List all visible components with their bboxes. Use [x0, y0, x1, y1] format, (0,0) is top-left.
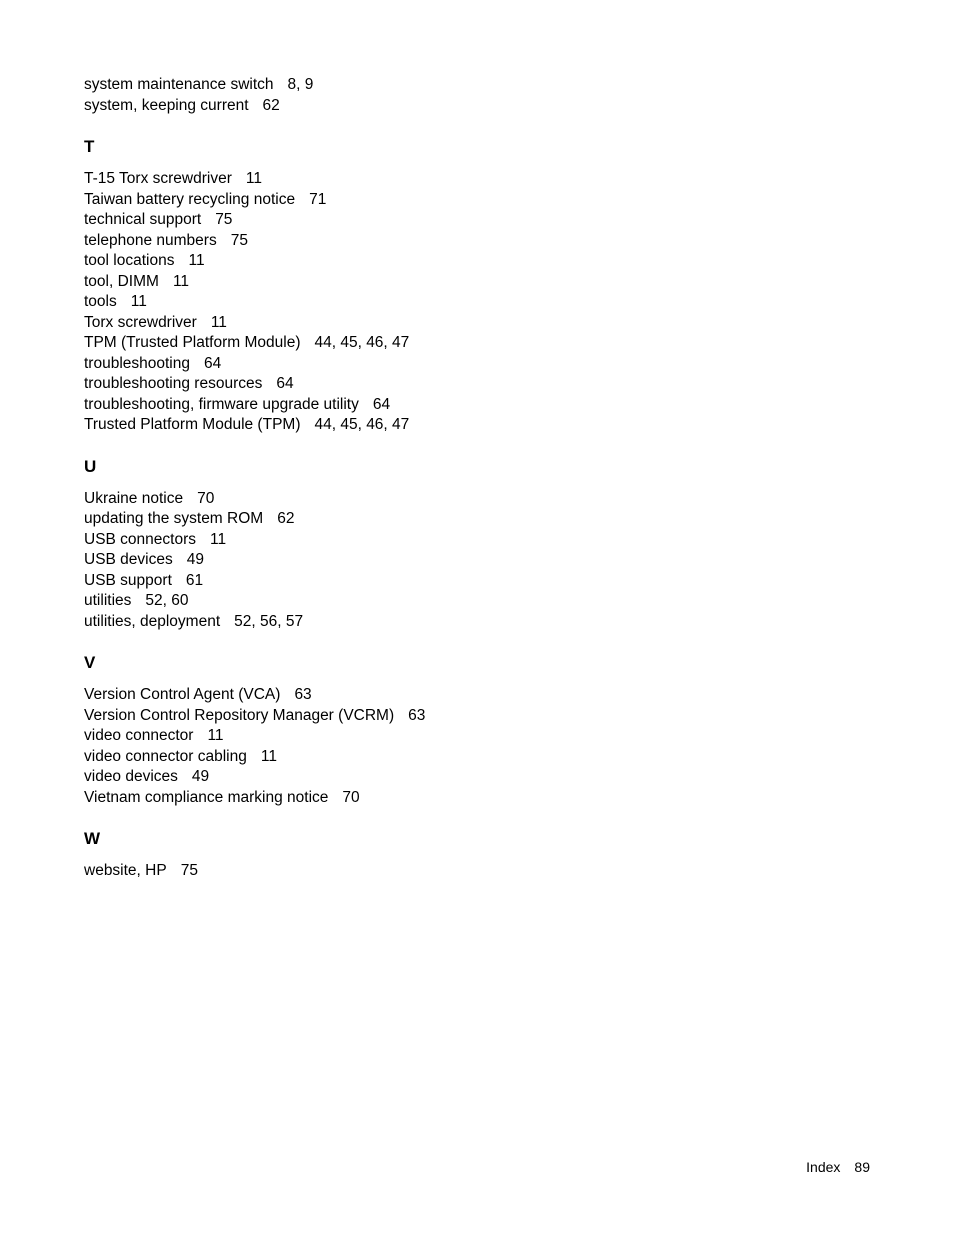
index-term: Taiwan battery recycling notice	[84, 190, 296, 208]
index-entry	[84, 747, 644, 768]
index-entry	[84, 75, 644, 96]
index-entry	[84, 190, 644, 211]
index-entry	[84, 96, 644, 117]
index-term: system, keeping current	[84, 96, 249, 114]
index-entry	[84, 550, 644, 571]
index-entry	[84, 272, 644, 293]
index-term: USB devices	[84, 551, 173, 568]
section-letter-heading: W	[84, 829, 101, 848]
index-term: Version Control Repository Manager (VCRM)	[84, 706, 395, 724]
index-page-refs: 75	[230, 231, 248, 249]
index-page-refs: 11	[188, 252, 205, 269]
index-entry	[84, 292, 644, 313]
index-page-refs: 62	[262, 96, 280, 114]
index-term: video connector	[84, 727, 194, 744]
index-page-refs: 11	[130, 293, 147, 310]
index-page-refs: 11	[210, 530, 227, 548]
index-page-refs: 11	[245, 170, 262, 187]
index-term: technical support	[84, 211, 202, 228]
index-page-refs: 62	[277, 510, 295, 527]
index-term: T-15 Torx screwdriver	[84, 170, 232, 187]
index-entry	[84, 788, 644, 809]
index-term: Version Control Agent (VCA)	[84, 686, 281, 703]
index-entry	[84, 571, 644, 592]
index-term: tools	[84, 293, 117, 310]
index-entry	[84, 861, 644, 882]
index-term: Ukraine notice	[84, 489, 184, 507]
index-term: video devices	[84, 768, 178, 785]
index-term: system maintenance switch	[84, 76, 274, 93]
page-footer	[806, 1158, 870, 1176]
index-page-refs: 70	[197, 489, 215, 507]
index-page-refs: 11	[207, 727, 224, 744]
index-page-refs: 11	[210, 313, 227, 331]
index-term: utilities, deployment	[84, 612, 221, 630]
index-entry	[84, 530, 644, 551]
index-page-refs: 70	[342, 788, 360, 806]
index-term: utilities	[84, 592, 132, 609]
index-term: TPM (Trusted Platform Module)	[84, 334, 301, 351]
index-term: updating the system ROM	[84, 510, 264, 527]
index-entry	[84, 726, 644, 747]
index-term: video connector cabling	[84, 747, 247, 765]
index-entry	[84, 685, 644, 706]
index-entry	[84, 706, 644, 727]
section-letter-heading: U	[84, 456, 97, 476]
index-page-refs: 44, 45, 46, 47	[314, 416, 410, 433]
footer-label: Index	[806, 1159, 841, 1175]
index-term: Torx screwdriver	[84, 313, 197, 331]
index-page-refs: 71	[309, 190, 327, 208]
index-page-refs: 63	[294, 686, 312, 703]
index-term: Vietnam compliance marking notice	[84, 788, 329, 806]
index-column	[84, 75, 644, 882]
index-term: troubleshooting, firmware upgrade utility	[84, 395, 359, 413]
index-page-refs: 63	[408, 706, 426, 724]
index-entry	[84, 354, 644, 375]
index-page-refs: 52, 56, 57	[234, 612, 304, 630]
index-term: website, HP	[84, 862, 167, 879]
index-entry	[84, 415, 644, 436]
index-entry	[84, 767, 644, 788]
index-term: troubleshooting	[84, 354, 190, 372]
index-term: USB connectors	[84, 530, 196, 548]
index-page-refs: 75	[215, 211, 233, 228]
index-entry	[84, 591, 644, 612]
index-page-refs: 64	[276, 375, 294, 392]
index-entry	[84, 509, 644, 530]
index-section-u	[84, 457, 644, 633]
index-entry	[84, 313, 644, 334]
index-page-refs: 52, 60	[145, 592, 189, 609]
index-term: telephone numbers	[84, 231, 217, 249]
index-page-refs: 61	[185, 571, 204, 589]
index-entry	[84, 395, 644, 416]
index-term: USB support	[84, 571, 172, 589]
index-term: tool, DIMM	[84, 272, 159, 290]
top-entries	[84, 75, 644, 116]
index-section-t	[84, 137, 644, 436]
index-term: troubleshooting resources	[84, 375, 263, 392]
index-page-refs: 44, 45, 46, 47	[314, 334, 410, 351]
index-page-refs: 64	[372, 395, 391, 413]
index-page-refs: 11	[260, 747, 277, 765]
index-page-refs: 11	[172, 272, 190, 290]
index-section-v	[84, 653, 644, 808]
index-page-refs: 49	[186, 551, 204, 568]
section-letter-heading: V	[84, 653, 96, 672]
index-section-w	[84, 829, 644, 882]
index-page-refs: 8, 9	[287, 76, 314, 93]
index-entry	[84, 169, 644, 190]
index-entry	[84, 612, 644, 633]
index-page-refs: 49	[191, 768, 210, 785]
index-entry	[84, 333, 644, 354]
index-entry	[84, 489, 644, 510]
index-term: tool locations	[84, 252, 175, 269]
footer-page-number: 89	[854, 1159, 870, 1175]
section-letter-heading: T	[84, 137, 95, 156]
index-page-refs: 75	[180, 862, 198, 879]
index-term: Trusted Platform Module (TPM)	[84, 416, 301, 433]
index-entry	[84, 251, 644, 272]
index-entry	[84, 231, 644, 252]
index-entry	[84, 210, 644, 231]
index-entry	[84, 374, 644, 395]
index-sections	[84, 137, 644, 882]
index-page-refs: 64	[204, 354, 222, 372]
